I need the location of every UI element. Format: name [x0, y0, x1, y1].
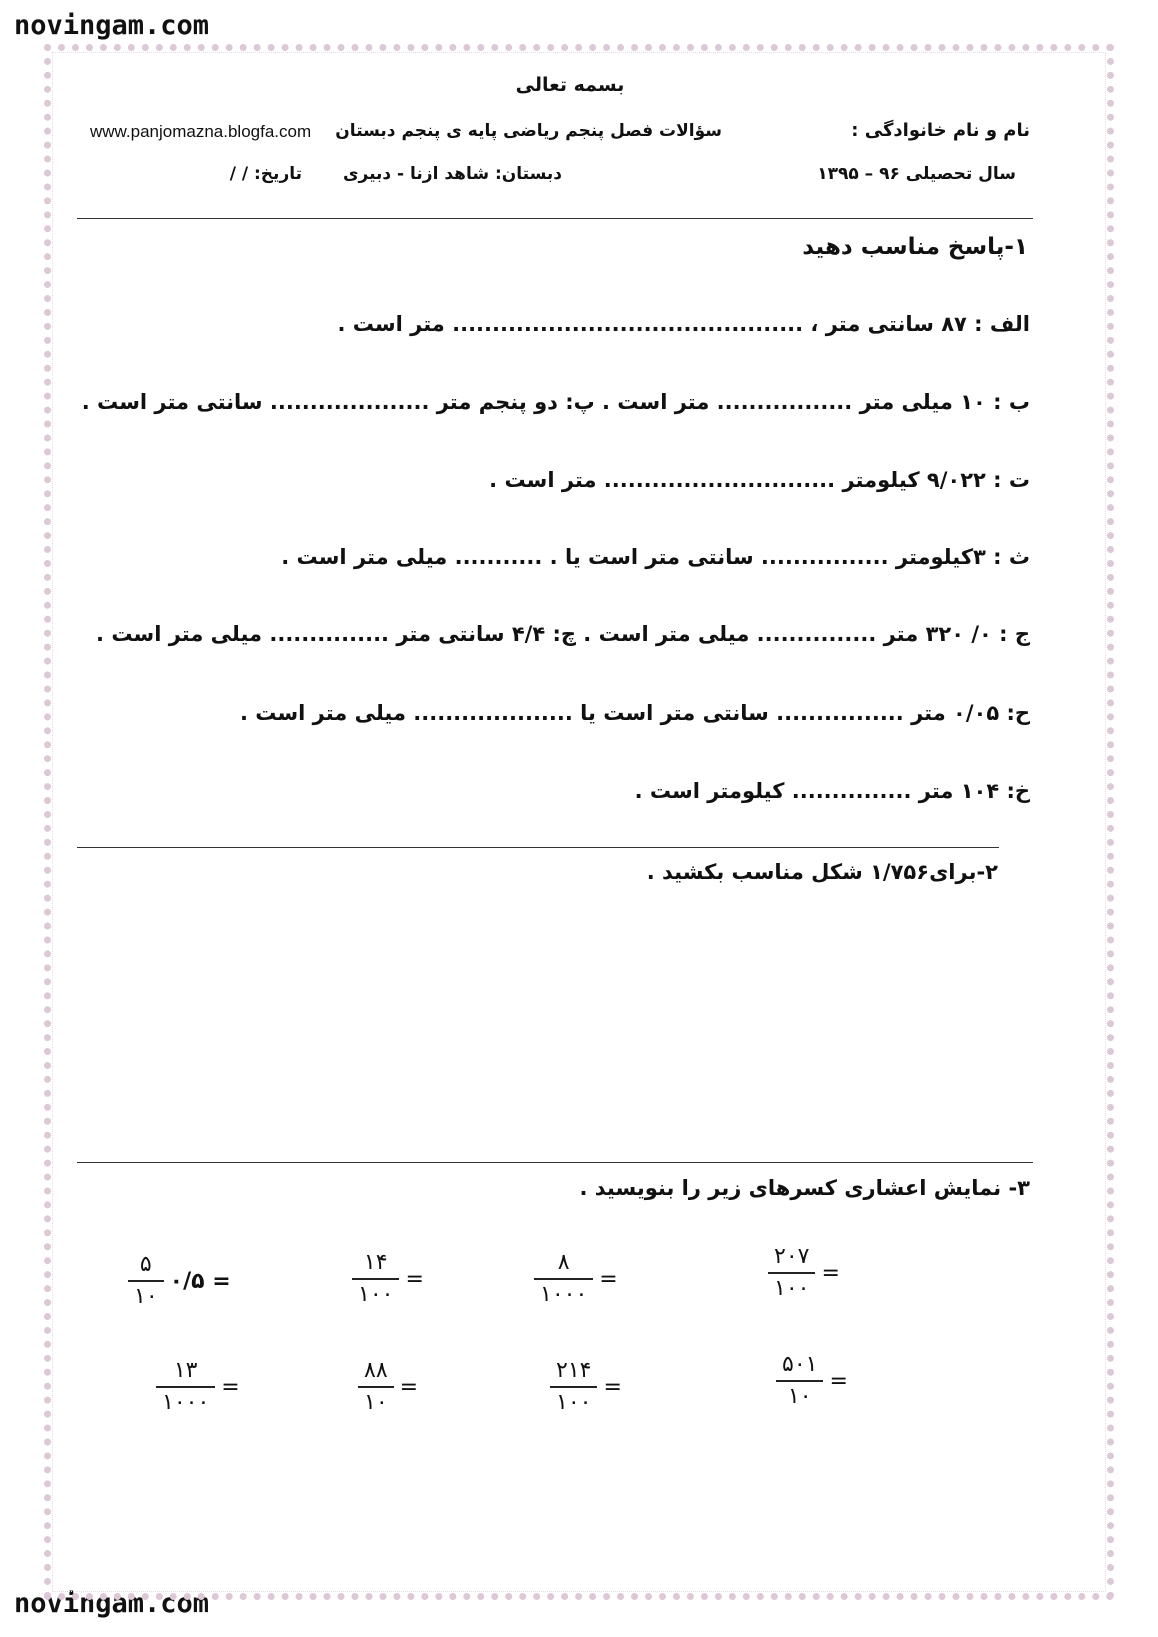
bismillah: بسمه تعالی [515, 74, 625, 96]
school-name: دبستان: شاهد ازنا - دبیری [342, 164, 562, 184]
fraction-numerator: ۱۳ [173, 1358, 198, 1383]
fraction-answer[interactable]: = [821, 1260, 840, 1286]
fraction-item [358, 1356, 418, 1418]
fraction-answer[interactable]: = [599, 1266, 618, 1292]
website: www.panjomazna.blogfa.com [90, 122, 312, 141]
fraction-item [352, 1248, 424, 1310]
fraction-answer[interactable]: = [399, 1374, 419, 1400]
fraction-item [534, 1248, 618, 1310]
watermark-top: novingam.com [14, 10, 210, 41]
q1-item-alef: الف : ۸۷ سانتی متر ، ............................................ متر است . [337, 312, 1030, 336]
q1-title: ۱-پاسخ مناسب دهید [802, 234, 1028, 260]
fraction-denominator: ۱۰۰ [774, 1276, 810, 1301]
q2-drawing-area[interactable] [77, 900, 1033, 1150]
q2-divider [77, 1162, 1033, 1163]
fraction-denominator: ۱۰۰۰ [540, 1282, 588, 1307]
q1-item-jim-che: ج : ۰/ ۳۲۰ متر ............... میلی متر است . چ: ۴/۴ سانتی متر ............... میلی متر است . [96, 622, 1030, 646]
fraction-numerator: ۲۰۷ [774, 1244, 810, 1269]
header-divider [77, 218, 1033, 219]
fraction-item [156, 1356, 240, 1418]
watermark-bottom: novingam.com [14, 1588, 210, 1619]
fraction-answer[interactable]: = ۰/۵ [169, 1268, 231, 1294]
exam-date: تاریخ: / / [229, 164, 302, 184]
fraction-numerator: ۵ [139, 1252, 152, 1277]
fraction-numerator: ۲۱۴ [556, 1358, 592, 1383]
school-year: سال تحصیلی ۹۶ – ۱۳۹۵ [817, 164, 1016, 184]
fraction-answer[interactable]: = [603, 1374, 622, 1400]
fraction-denominator: ۱۰۰ [556, 1390, 592, 1415]
fraction-item [768, 1242, 840, 1304]
fraction-numerator: ۸ [557, 1250, 570, 1275]
exam-title: سؤالات فصل پنجم ریاضی پایه ی پنجم دبستان [335, 121, 722, 141]
fraction-numerator: ۵۰۱ [782, 1352, 818, 1377]
q1-item-se: ث : ۳کیلومتر ................ سانتی متر است یا . ........... میلی متر است . [281, 545, 1030, 569]
fraction-denominator: ۱۰۰ [358, 1282, 394, 1307]
fraction-denominator: ۱۰۰۰ [162, 1390, 210, 1415]
q1-item-te: ت : ۹/۰۲۲ کیلومتر ............................. متر است . [489, 468, 1030, 492]
q1-divider [77, 847, 999, 848]
fraction-answer[interactable]: = [221, 1374, 240, 1400]
q1-item-be-pe: ب : ۱۰ میلی متر ................. متر است . پ: دو پنجم متر .................... سانتی متر است . [81, 390, 1030, 414]
name-label: نام و نام خانوادگی : [851, 120, 1030, 141]
fraction-numerator: ۱۴ [363, 1250, 388, 1275]
q1-item-khe: خ: ۱۰۴ متر ............... کیلومتر است . [634, 779, 1030, 803]
fraction-numerator: ۸۸ [364, 1358, 388, 1383]
fraction-answer[interactable]: = [405, 1266, 424, 1292]
q3-title: ۳- نمایش اعشاری کسرهای زیر را بنویسید . [579, 1176, 1030, 1200]
fraction-denominator: ۱۰ [787, 1384, 812, 1409]
fraction-item [776, 1350, 848, 1412]
q2-title: ۲-برای۱/۷۵۶ شکل مناسب بکشید . [646, 860, 998, 884]
fraction-item [128, 1250, 231, 1312]
fraction-item [550, 1356, 622, 1418]
fraction-answer[interactable]: = [829, 1368, 848, 1394]
fraction-denominator: ۱۰ [364, 1390, 388, 1415]
fraction-denominator: ۱۰ [134, 1284, 158, 1309]
q1-item-he: ح: ۰/۰۵ متر ................ سانتی متر است یا .................... میلی متر است . [239, 701, 1030, 725]
